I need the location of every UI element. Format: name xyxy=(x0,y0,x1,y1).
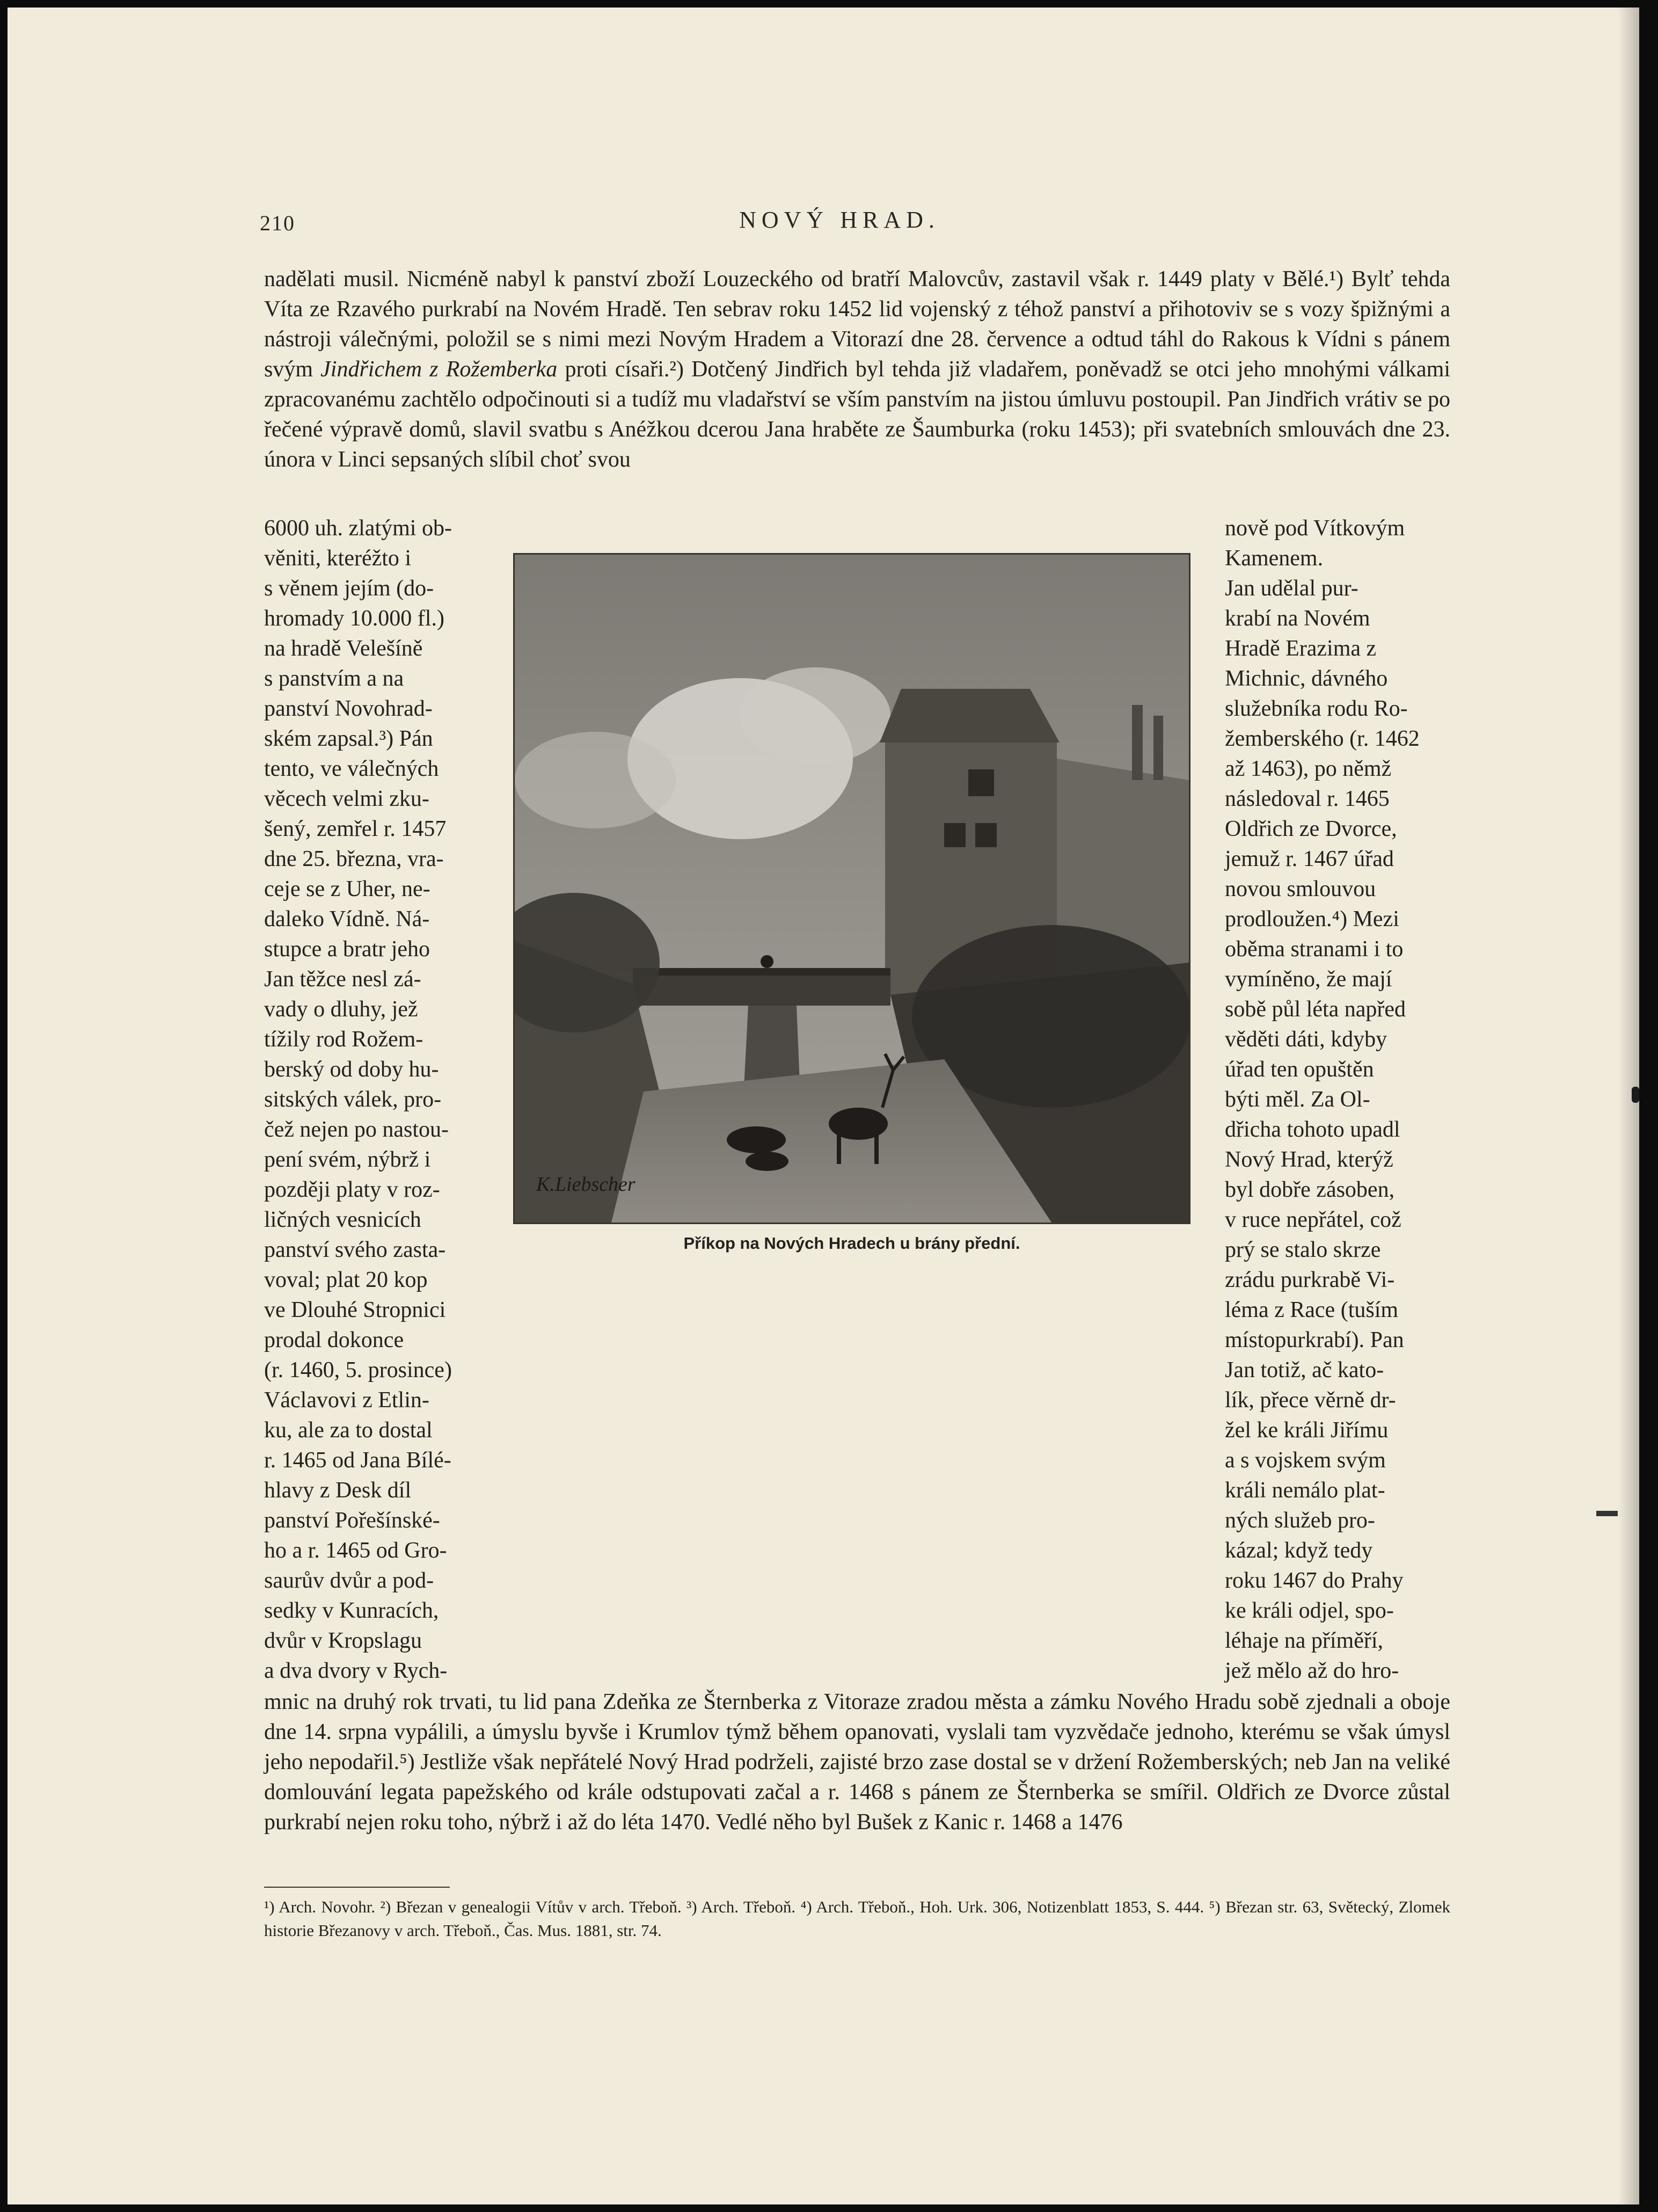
column-line: berský od doby hu- xyxy=(264,1057,439,1082)
column-line: šený, zemřel r. 1457 xyxy=(264,817,447,841)
column-line: s věnem jejím (do- xyxy=(264,576,434,601)
left-text-column xyxy=(264,513,468,1686)
figure-person xyxy=(761,955,773,968)
column-line: stupce a bratr jeho xyxy=(264,937,430,962)
paragraph-top: nadělati musil. Nicméně nabyl k panství zboží Louzeckého od bratří Malovcův, zastavil však r. 1449 platy v Bělé.¹) Bylť tehda Víta ze Rzavého purkrabí na Novém Hradě. Ten sebrav roku 1452 lid vojenský z téhož panství a přihotoviv se s vozy špižnými a nástroji válečnými, položil se s nimi mezi Novým Hradem a Vitorazí dne 28. července a odtud táhl do Rakous k Vídni s pánem svým Jindřichem z Rožemberka proti císaři.²) Dotčený Jindřich byl tehda již vladařem, poněvadž se otci jeho mnohými válkami zpracovanému zachtělo odpočinouti si a tudíž mu vladařství se vším panstvím na jistou úmluvu postoupil. Pan Jindřich vrátiv se po řečené výpravě domů, slavil svatbu s Anéžkou dcerou Jana hraběte ze Šaumburka (roku 1453); při svatebních smlouvách dne 23. února v Linci sepsaných slíbil choť svou xyxy=(264,267,1450,472)
column-line: Václavovi z Etlin- xyxy=(264,1388,429,1413)
column-line: dne 25. března, vra- xyxy=(264,847,444,871)
footnote-text: ¹) Arch. Novohr. ²) Březan v genealogii Vítův v arch. Třeboň. ³) Arch. Třeboň. ⁴) Arch. Třeboň., Hoh. Urk. 306, Notizenblatt 1853, S. 444. ⁵) Březan str. 63, Světecký, Zlomek historie Březanovy v arch. Třeboň., Čas. Mus. 1881, str. 74. xyxy=(264,1897,1450,1940)
column-line: prodloužen.⁴) Mezi xyxy=(1225,907,1399,932)
column-line: novou smlouvou xyxy=(1225,877,1376,901)
page-edge-mark xyxy=(1596,1511,1618,1516)
column-line: ho a r. 1465 od Gro- xyxy=(264,1538,447,1563)
column-line: Hradě Erazima z xyxy=(1225,636,1377,661)
engraving-image xyxy=(515,555,1189,1223)
column-line: tížily rod Rožem- xyxy=(264,1027,423,1052)
column-line: žel ke králi Jiřímu xyxy=(1225,1418,1389,1443)
column-line: a dva dvory v Rych- xyxy=(264,1658,448,1683)
column-line: 6000 uh. zlatými ob- xyxy=(264,516,452,541)
column-line: králi nemálo plat- xyxy=(1225,1478,1385,1503)
column-line: daleko Vídně. Ná- xyxy=(264,907,430,932)
page-edge-mark xyxy=(1632,1087,1639,1103)
column-line: ných služeb pro- xyxy=(1225,1508,1375,1533)
bridge xyxy=(633,973,890,1006)
figure-caption: Příkop na Nových Hradech u brány přední. xyxy=(683,1234,1020,1253)
column-line: pení svém, nýbrž i xyxy=(264,1147,431,1172)
column-line: prodal dokonce xyxy=(264,1328,404,1352)
footnotes xyxy=(264,1895,1450,1942)
column-line: sitských válek, pro- xyxy=(264,1087,442,1112)
column-line: panství Pořešínské- xyxy=(264,1508,440,1533)
italic-name: Jindřichem z Rožemberka xyxy=(320,357,558,382)
column-line: oběma stranami i to xyxy=(1225,937,1404,962)
column-line: Oldřich ze Dvorce, xyxy=(1225,817,1397,841)
column-line: ke králi odjel, spo- xyxy=(1225,1598,1394,1623)
column-line: léhaje na příměří, xyxy=(1225,1628,1384,1653)
column-line: ském zapsal.³) Pán xyxy=(264,726,433,751)
footnote-rule xyxy=(264,1887,450,1888)
column-line: r. 1465 od Jana Bílé- xyxy=(264,1448,451,1473)
book-page xyxy=(8,8,1639,2204)
column-line: krabí na Novém xyxy=(1225,606,1370,631)
column-line: později platy v roz- xyxy=(264,1177,440,1202)
column-line: Jan udělal pur- xyxy=(1225,576,1358,601)
column-line: následoval r. 1465 xyxy=(1225,787,1390,811)
column-line: Jan těžce nesl zá- xyxy=(264,967,421,992)
column-line: Nový Hrad, kterýž xyxy=(1225,1147,1393,1172)
column-line: na hradě Velešíně xyxy=(264,636,423,661)
column-line: ku, ale za to dostal xyxy=(264,1418,433,1443)
artist-signature: K.Liebscher xyxy=(536,1173,636,1196)
column-line: byl dobře zásoben, xyxy=(1225,1177,1395,1202)
column-line: nově pod Vítkovým xyxy=(1225,516,1405,541)
column-line: žemberského (r. 1462 xyxy=(1225,726,1420,751)
column-line: panství Novohrad- xyxy=(264,696,433,721)
column-line: voval; plat 20 kop xyxy=(264,1268,428,1292)
column-line: Michnic, dávného xyxy=(1225,666,1388,691)
running-title: NOVÝ HRAD. xyxy=(739,207,940,233)
column-line: sobě půl léta napřed xyxy=(1225,997,1406,1022)
illustration-castle-moat xyxy=(513,553,1190,1224)
column-line: kázal; když tedy xyxy=(1225,1538,1373,1563)
column-line: čež nejen po nastou- xyxy=(264,1117,449,1142)
column-line: jemuž r. 1467 úřad xyxy=(1225,847,1394,871)
column-line: vymíněno, že mají xyxy=(1225,967,1392,992)
column-line: hromady 10.000 fl.) xyxy=(264,606,444,631)
column-line: vady o dluhy, jež xyxy=(264,997,418,1022)
body-text-bottom xyxy=(264,1687,1450,1837)
column-line: jež mělo až do hro- xyxy=(1225,1658,1399,1683)
column-line: dvůr v Kropslagu xyxy=(264,1628,422,1653)
column-line: Kamenem. xyxy=(1225,546,1324,571)
column-line: úřad ten opuštěn xyxy=(1225,1057,1374,1082)
column-line: hlavy z Desk díl xyxy=(264,1478,412,1503)
right-text-column xyxy=(1225,513,1450,1686)
column-line: místopurkrabí). Pan xyxy=(1225,1328,1404,1352)
column-line: býti měl. Za Ol- xyxy=(1225,1087,1370,1112)
paragraph-bottom: mnic na druhý rok trvati, tu lid pana Zdeňka ze Šternberka z Vitoraze zradou města a zámku Nového Hradu sobě zjednali a oboje dne 14. srpna vypálili, a úmyslu byvše i Krumlov týmž během opanovati, vyslali tam vyzvědače jednoho, kterému se však úmysl jeho nepodařil.⁵) Jestliže však nepřátelé Nový Hrad podrželi, zajisté brzo zase dostal se v držení Rožemberských; neb Jan na veliké domlouvání legata papežského od krále odstupovati začal a r. 1468 s pánem ze Šternberka se smířil. Oldřich ze Dvorce zůstal purkrabí nejen roku toho, nýbrž i až do léta 1470. Vedlé něho byl Bušek z Kanic r. 1468 a 1476 xyxy=(264,1690,1450,1835)
column-line: dřicha tohoto upadl xyxy=(1225,1117,1400,1142)
column-line: lík, přece věrně dr- xyxy=(1225,1388,1396,1413)
column-line: panství svého zasta- xyxy=(264,1238,446,1262)
column-line: věniti, kteréžto i xyxy=(264,546,412,571)
column-line: (r. 1460, 5. prosince) xyxy=(264,1358,452,1382)
column-line: tento, ve válečných xyxy=(264,756,439,781)
column-line: sedky v Kunracích, xyxy=(264,1598,439,1623)
column-line: služebníka rodu Ro- xyxy=(1225,696,1408,721)
column-line: věděti dáti, kdyby xyxy=(1225,1027,1387,1052)
column-line: věcech velmi zku- xyxy=(264,787,429,811)
column-line: ličných vesnicích xyxy=(264,1207,421,1232)
column-line: ceje se z Uher, ne- xyxy=(264,877,430,901)
page-spine-shadow xyxy=(1618,8,1639,2204)
column-line: v ruce nepřátel, což xyxy=(1225,1207,1401,1232)
body-text-top xyxy=(264,264,1450,475)
column-line: prý se stalo skrze xyxy=(1225,1238,1381,1262)
column-line: roku 1467 do Prahy xyxy=(1225,1568,1404,1593)
column-line: saurův dvůr a pod- xyxy=(264,1568,434,1593)
column-line: až 1463), po němž xyxy=(1225,756,1392,781)
column-line: a s vojskem svým xyxy=(1225,1448,1386,1473)
column-line: ve Dlouhé Stropnici xyxy=(264,1298,446,1322)
column-line: léma z Race (tuším xyxy=(1225,1298,1399,1322)
page-number: 210 xyxy=(260,211,295,235)
column-line: Jan totiž, ač kato- xyxy=(1225,1358,1384,1382)
column-line: s panstvím a na xyxy=(264,666,404,691)
tower-roof xyxy=(880,689,1060,743)
column-line: zrádu purkrabě Vi- xyxy=(1225,1268,1395,1292)
